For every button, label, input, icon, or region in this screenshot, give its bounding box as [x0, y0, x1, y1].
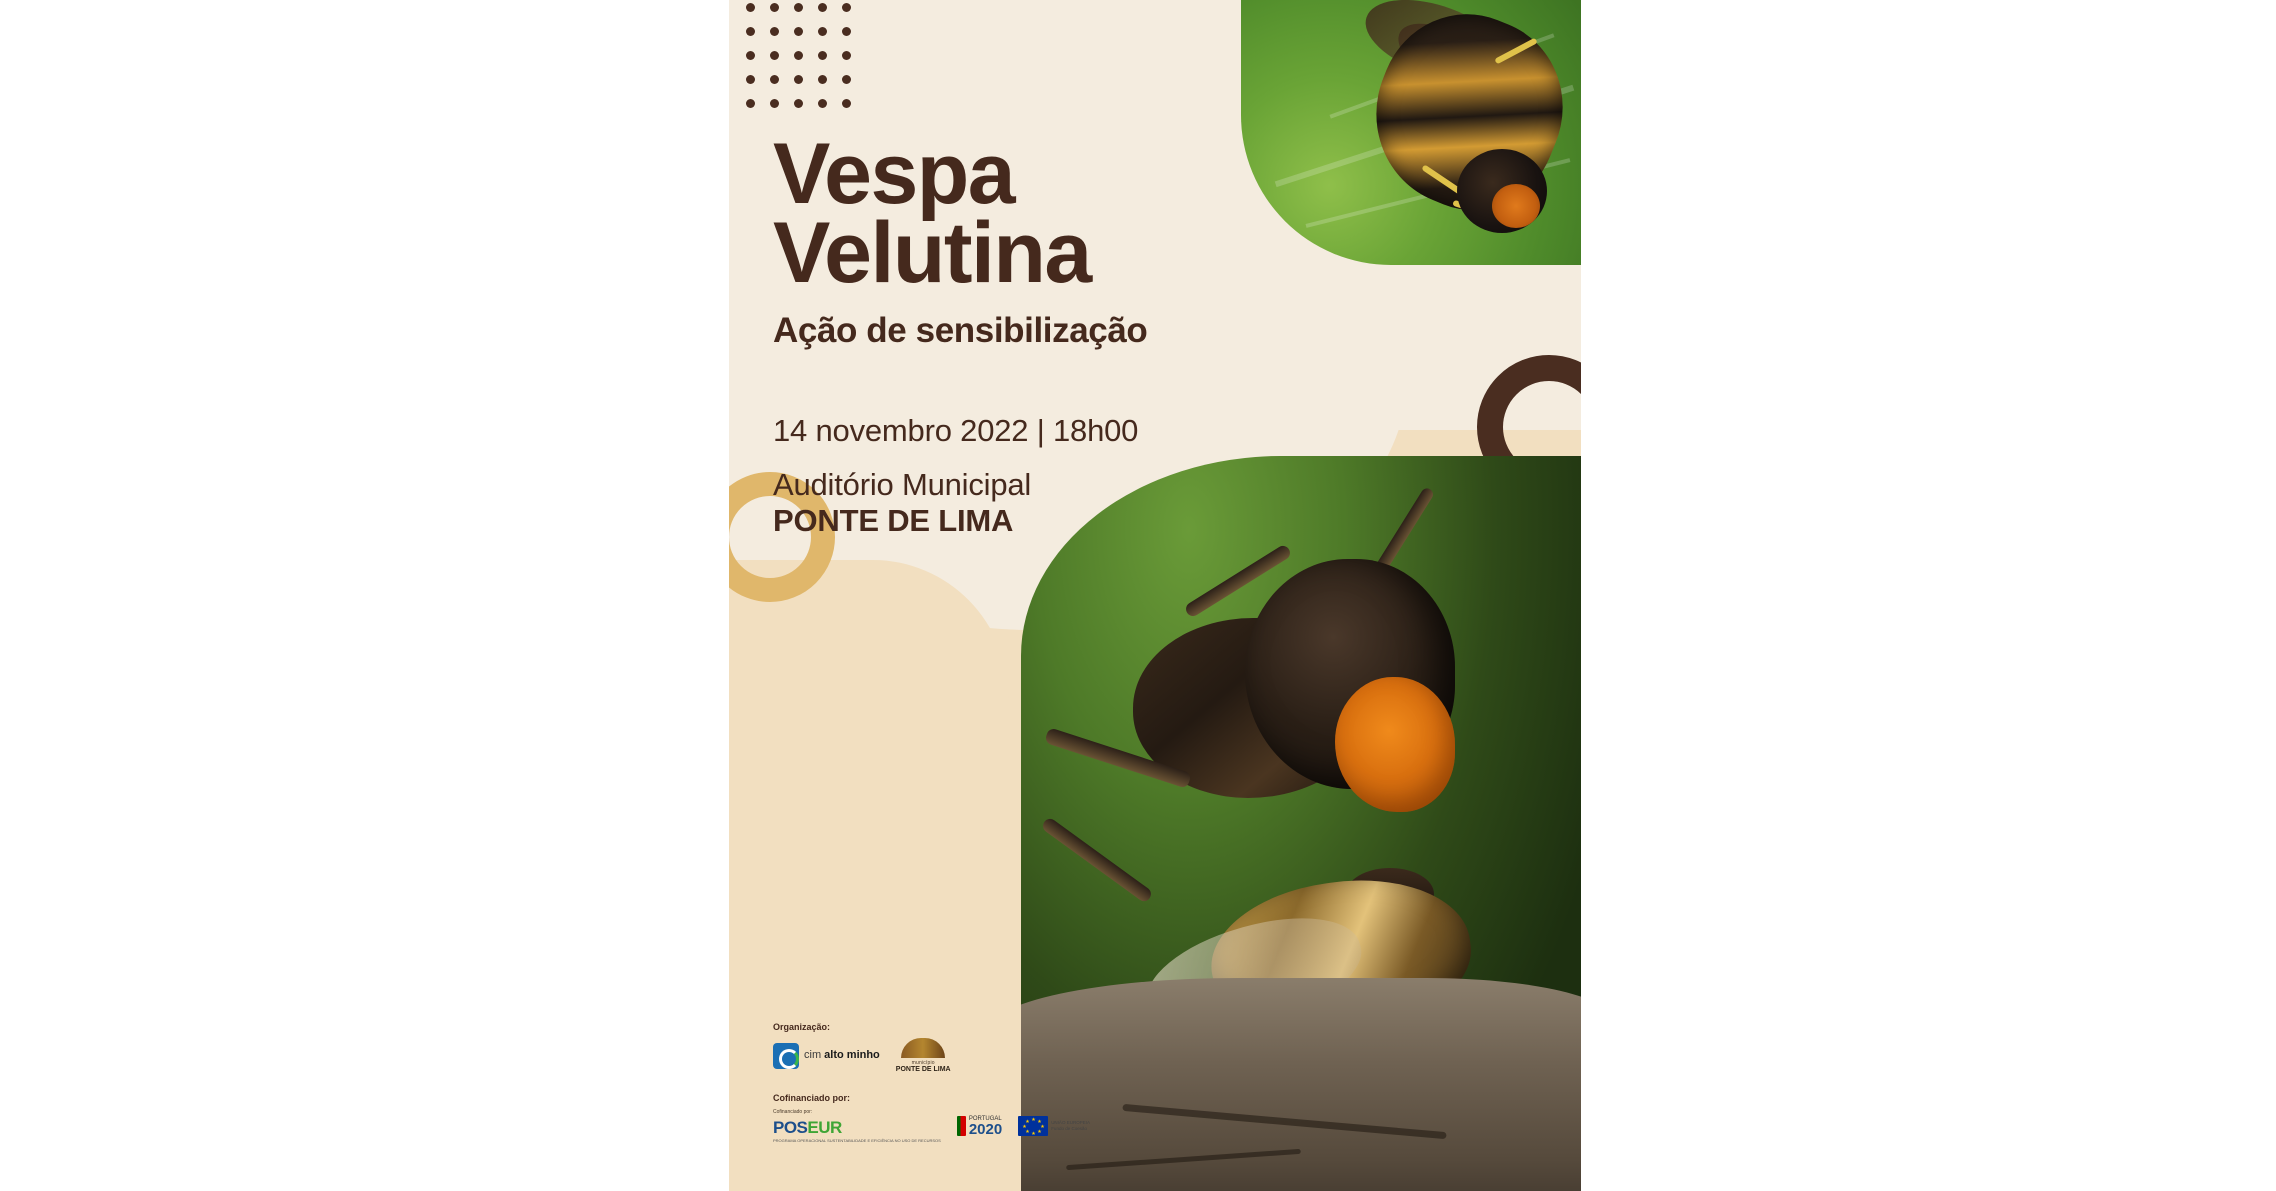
- portugal-2020-year: 2020: [968, 1120, 1003, 1138]
- cofinanciado-label: Cofinanciado por:: [773, 1093, 850, 1103]
- portugal-2020-top: PORTUGAL: [968, 1115, 1002, 1122]
- page-title: [773, 0, 1243, 302]
- poseur-small-label: Cofinanciado por:: [773, 1109, 813, 1115]
- poseur-word-a: POS: [773, 1118, 808, 1137]
- poseur-word-b: EUR: [807, 1118, 842, 1137]
- poseur-logo: [773, 1109, 941, 1143]
- funding-logo-row: [773, 1109, 1103, 1143]
- portugal-flag-icon: [957, 1116, 966, 1136]
- venue-line-2: PONTE DE LIMA: [773, 502, 1014, 538]
- eu-caption-line1: UNIÃO EUROPEIA: [1051, 1120, 1090, 1126]
- title-line-1: Vespa: [773, 126, 1015, 222]
- poster-page: [729, 0, 1581, 1191]
- cim-logo-text: [804, 1050, 880, 1061]
- eu-caption: [1051, 1120, 1090, 1131]
- poster-text-block: [773, 0, 1243, 539]
- hornet-eating-bee-photo: [1021, 456, 1581, 1191]
- eu-caption-line2: Fundo de Coesão: [1051, 1126, 1087, 1131]
- municipio-name: PONTE DE LIMA: [895, 1066, 951, 1073]
- poster-subtitle: Ação de sensibilização: [773, 311, 1148, 351]
- hornet-on-leaf-photo: [1241, 0, 1581, 265]
- eu-flag-icon: ★ ★ ★ ★ ★ ★ ★ ★: [1018, 1116, 1048, 1136]
- cim-alto-minho-logo: [773, 1043, 880, 1069]
- portugal-2020-text: [969, 1116, 1002, 1137]
- poseur-subtitle: PROGRAMA OPERACIONAL SUSTENTABILIDADE E EFICIÊNCIA NO USO DE RECURSOS: [773, 1138, 941, 1143]
- cim-name-bold: alto minho: [824, 1049, 880, 1061]
- title-line-2: Velutina: [773, 205, 1091, 302]
- poseur-wordmark: [773, 1119, 941, 1136]
- organizer-logo-row: [773, 1038, 1103, 1073]
- poster-footer: [773, 1022, 1103, 1163]
- event-venue: [773, 467, 1243, 538]
- portugal-2020-logo: [957, 1116, 1002, 1137]
- european-union-logo: [1018, 1116, 1090, 1136]
- municipio-ponte-de-lima-logo: [896, 1038, 951, 1073]
- cim-name-light: cim: [804, 1049, 822, 1061]
- organizacao-label: Organização:: [773, 1022, 831, 1032]
- event-datetime: 14 novembro 2022 | 18h00: [773, 413, 1139, 449]
- bridge-arc-icon: [901, 1038, 945, 1058]
- venue-line-1: Auditório Municipal: [773, 467, 1032, 503]
- cim-mark-icon: [773, 1043, 799, 1069]
- municipio-caption: município: [911, 1060, 935, 1066]
